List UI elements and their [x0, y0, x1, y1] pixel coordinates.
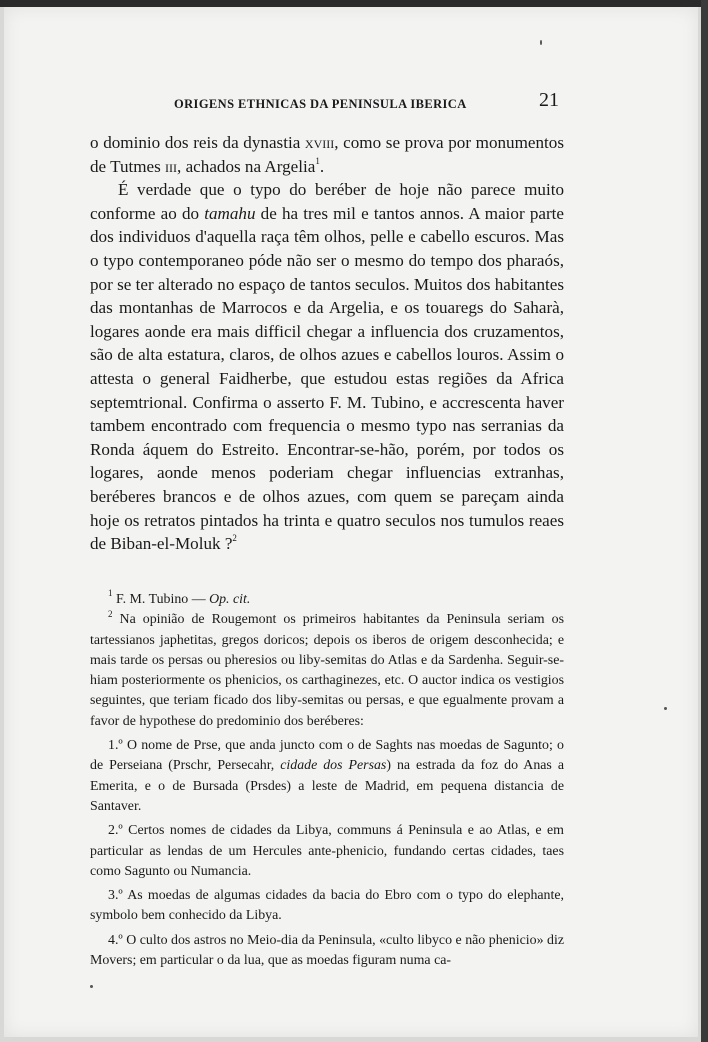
- footnotes: [90, 590, 564, 971]
- book-page: [4, 7, 698, 1037]
- roman-numeral: iii: [165, 156, 178, 176]
- roman-numeral: xviii: [304, 133, 335, 152]
- scan-speck: [540, 40, 542, 45]
- scan-right-edge: [701, 0, 708, 1042]
- footnote-mark: 1: [108, 588, 113, 599]
- footnote-item-1: 1.º O nome de Prse, que anda juncto com o de Saghts nas moedas de Sagunto; o de Perseiana (Prschr, Persecahr, cidade dos Persas) na estrada da foz do Anas a Emerita, e o de Bursada (Prsdes) a leste de Madrid, em pequena distancia de Santaver.: [90, 738, 564, 814]
- running-title: ORIGENS ETHNICAS DA PENINSULA IBERICA: [174, 97, 467, 111]
- footnote-item-4: 4.º O culto dos astros no Meio-dia da Peninsula, «culto libyco e não phenicio» diz Movers; em particular o da lua, que as moedas figuram numa ca-: [90, 932, 564, 969]
- italic-term: tamahu: [204, 203, 256, 223]
- scan-speck: [90, 985, 93, 988]
- paragraph-2: É verdade que o typo do beréber de hoje não parece muito conforme ao do tamahu de ha tres mil e tantos annos. A maior parte dos individuos d'aquella raça têm olhos, pelle e cabello escuros. Mas o typo contemporaneo póde não ser o mesmo do tempo dos pharaós, por se ter alterado no espaço de tantos seculos. Muitos dos habitantes das montanhas de Marrocos e da Argelia, e os touaregs do Saharà, logares aonde era mais difficil chegar a influencia dos cruzamentos, são de alta estatura, claros, de olhos azues e cabellos louros. Assim o attesta o general Faidherbe, que estudou estas regiões da Africa septemtrional. Confirma o asserto F. M. Tubino, e accrescenta haver tambem encontrado com frequencia o mesmo typo nas serranias da Ronda áquem do Estreito. Encontrar-se-hão, porém, por todos os logares, aonde menos poderiam chegar influencias extranhas, beréberes brancos e de olhos azues, com quem se pareçam ainda hoje os retratos pintados ha trinta e quatro seculos nos tumulos reaes de Biban-el-Moluk ?$^2$: [90, 180, 564, 554]
- scan-speck: [664, 707, 667, 710]
- footnote-item-2: 2.º Certos nomes de cidades da Libya, communs á Peninsula e ao Atlas, e em particular as lendas de um Hercules ante-phenicio, fundando certas cidades, taes como Sagunto ou Numancia.: [90, 823, 564, 879]
- footnote-item-3: 3.º As moedas de algumas cidades da bacia do Ebro com o typo do elephante, symbolo bem conhecido da Libya.: [90, 888, 564, 924]
- footnote-1: $^1$ F. M. Tubino — Op. cit.: [108, 588, 251, 607]
- main-text: [90, 131, 564, 556]
- paragraph-1: o dominio dos reis da dynastia xviii, como se prova por monumentos de Tutmes iii, achados na Argelia$^1$.: [90, 133, 564, 176]
- footnote-ref-2[interactable]: 2: [232, 533, 237, 544]
- footnote-ref-1[interactable]: 1: [315, 155, 320, 166]
- footnote-mark: 2: [108, 608, 113, 619]
- scan-top-edge: [0, 0, 708, 7]
- page-number: 21: [539, 89, 559, 111]
- footnote-2: $^2$ Na opinião de Rougemont os primeiros habitantes da Peninsula seriam os tartessianos japhetitas, gregos doricos; depois os iberos de origem desconhecida; e mais tarde os persas ou pheresios ou liby-semitas do Atlas e da Sardenha. Seguir-se-hiam posteriormente os phenicios, os carthaginezes, etc. O auctor indica os vestigios seguintes, que teriam ficado dos liby-semitas ou persas, e que egualmente provam a favor de hypothese do predominio dos beréberes:: [90, 608, 564, 729]
